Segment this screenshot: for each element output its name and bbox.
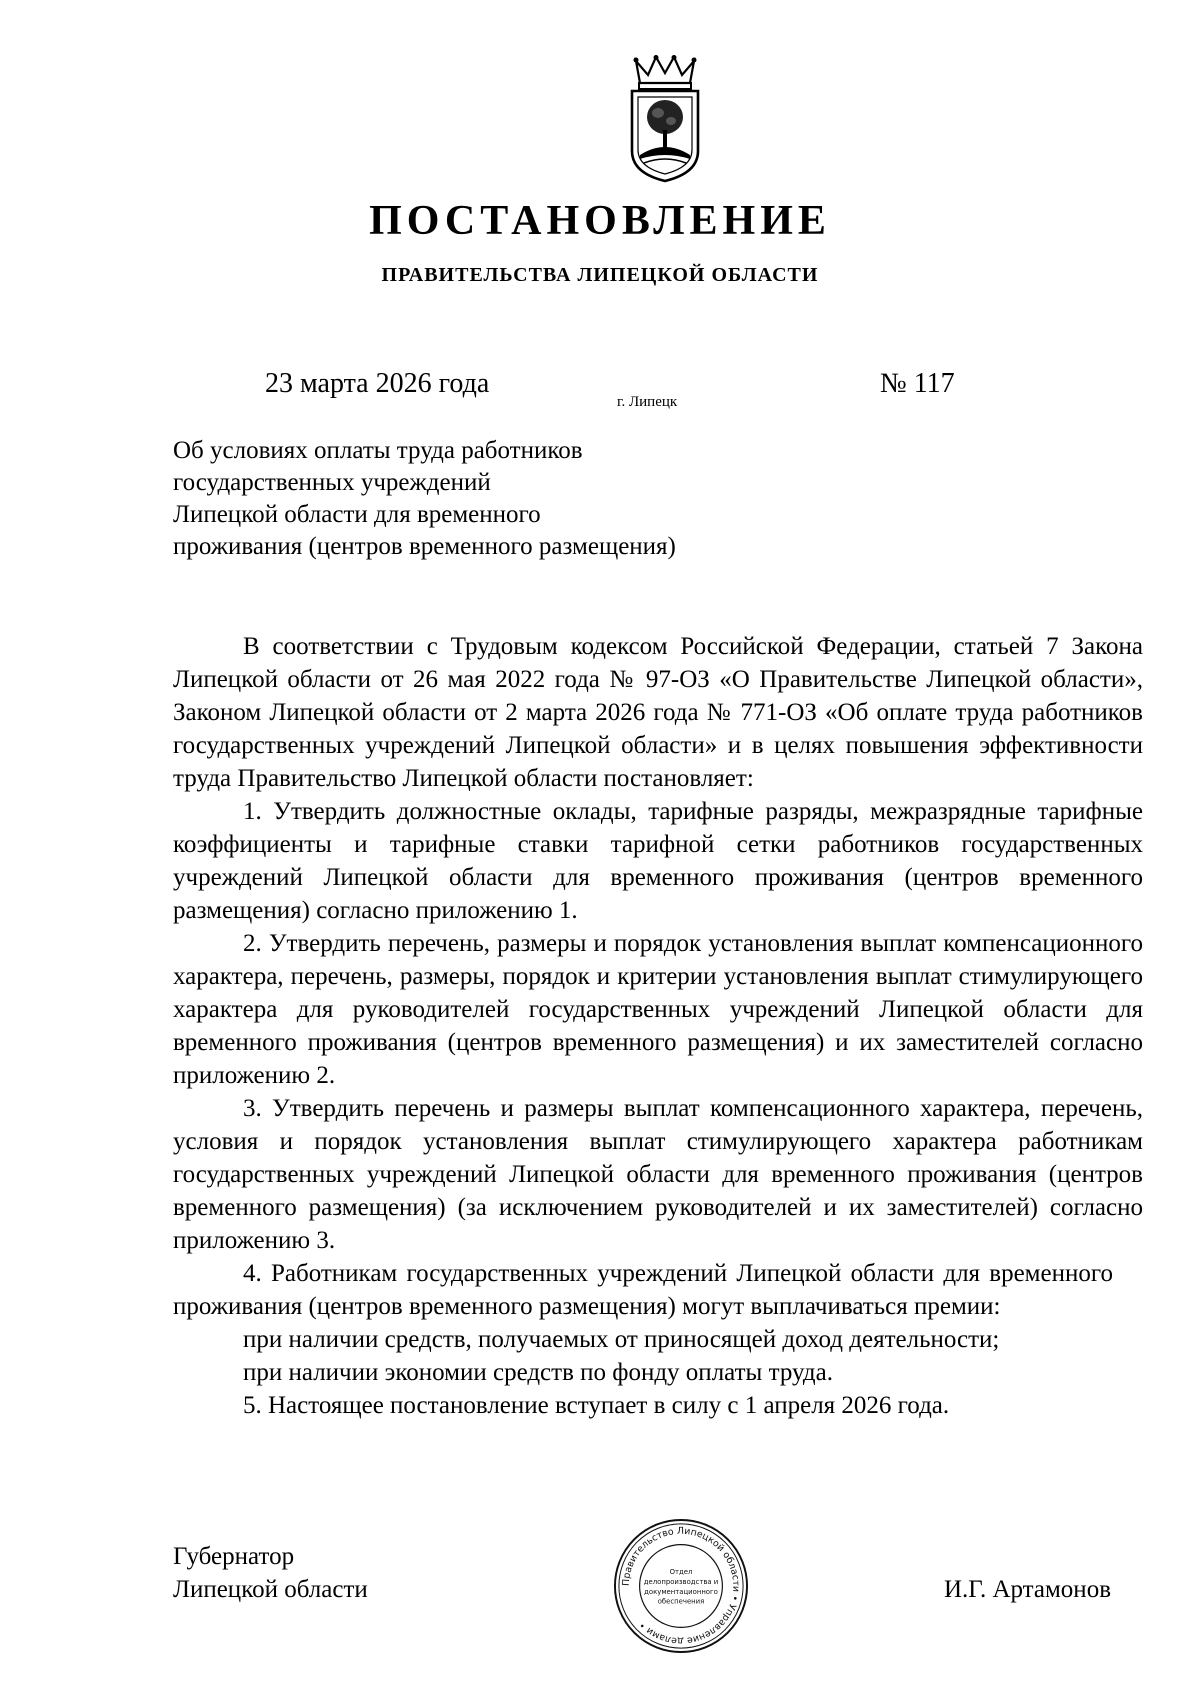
document-title: ПОСТАНОВЛЕНИЕ: [369, 198, 831, 244]
item-paragraph: 1. Утвердить должностные оклады, тарифные разряды, межразрядные тарифные коэффициенты и тарифные ставки тарифной сетки работников государственных учреждений Липецкой области для временного проживания (центров временного размещения) согласно приложению 1.: [173, 798, 1143, 924]
signatory-position-line: Липецкой области: [173, 1576, 368, 1603]
document-subtitle: ПРАВИТЕЛЬСТВА ЛИПЕЦКОЙ ОБЛАСТИ: [381, 264, 819, 286]
document-body: [173, 630, 1143, 1422]
preamble-paragraph: В соответствии с Трудовым кодексом Российской Федерации, статьей 7 Закона Липецкой области от 26 мая 2022 года № 97-ОЗ «О Правительстве Липецкой области», Законом Липецкой области от 2 марта 2026 года № 771-ОЗ «Об оплате труда работников государственных учреждений Липецкой области» и в целях повышения эффективности труда Правительство Липецкой области постановляет:: [173, 633, 1143, 792]
subject-line: Об условиях оплаты труда работников: [173, 437, 583, 464]
stamp-inner-line: Отдел: [669, 1568, 693, 1577]
item-paragraph: 2. Утвердить перечень, размеры и порядок установления выплат компенсационного характера, перечень, размеры, порядок и критерии установления выплат стимулирующего характера для руководителей государственных учреждений Липецкой области для временного проживания (центров временного размещения) и их заместителей согласно приложению 2.: [173, 930, 1143, 1089]
sub-item: при наличии средств, получаемых от приносящей доход деятельности;: [243, 1326, 1000, 1353]
subject-line: государственных учреждений: [173, 469, 491, 496]
document-subject: [173, 435, 676, 563]
item-paragraph: 4. Работникам государственных учреждений Липецкой области для временного проживания (центров временного размещения) могут выплачиваться премии:: [173, 1260, 1113, 1320]
document-date: 23 марта 2026 года: [265, 368, 490, 399]
sub-item: при наличии экономии средств по фонду оплаты труда.: [243, 1359, 833, 1386]
subject-line: Липецкой области для временного: [173, 501, 541, 528]
signatory-name: И.Г. Артамонов: [944, 1576, 1111, 1603]
signatory-position: [173, 1540, 368, 1606]
stamp-inner-line: обеспечения: [657, 1597, 705, 1606]
signatory-position-line: Губернатор: [173, 1543, 295, 1570]
official-stamp-icon: [612, 1517, 750, 1655]
stamp-inner-line: документационного: [644, 1587, 718, 1596]
document-city: г. Липецк: [617, 394, 678, 410]
item-paragraph: 5. Настоящее постановление вступает в силу с 1 апреля 2026 года.: [243, 1392, 950, 1419]
subject-line: проживания (центров временного размещения): [173, 533, 676, 560]
stamp-outer-text: Правительство Липецкой области • Управление делами •: [620, 1525, 742, 1647]
stamp-inner-line: делопроизводства и: [643, 1578, 719, 1587]
document-number: № 117: [880, 368, 955, 399]
item-paragraph: 3. Утвердить перечень и размеры выплат компенсационного характера, перечень, условия и порядок установления выплат стимулирующего характера работникам государственных учреждений Липецкой области для временного проживания (центров временного размещения) (за исключением руководителей и их заместителей) согласно приложению 3.: [173, 1095, 1143, 1254]
coat-of-arms-icon: [620, 55, 710, 185]
